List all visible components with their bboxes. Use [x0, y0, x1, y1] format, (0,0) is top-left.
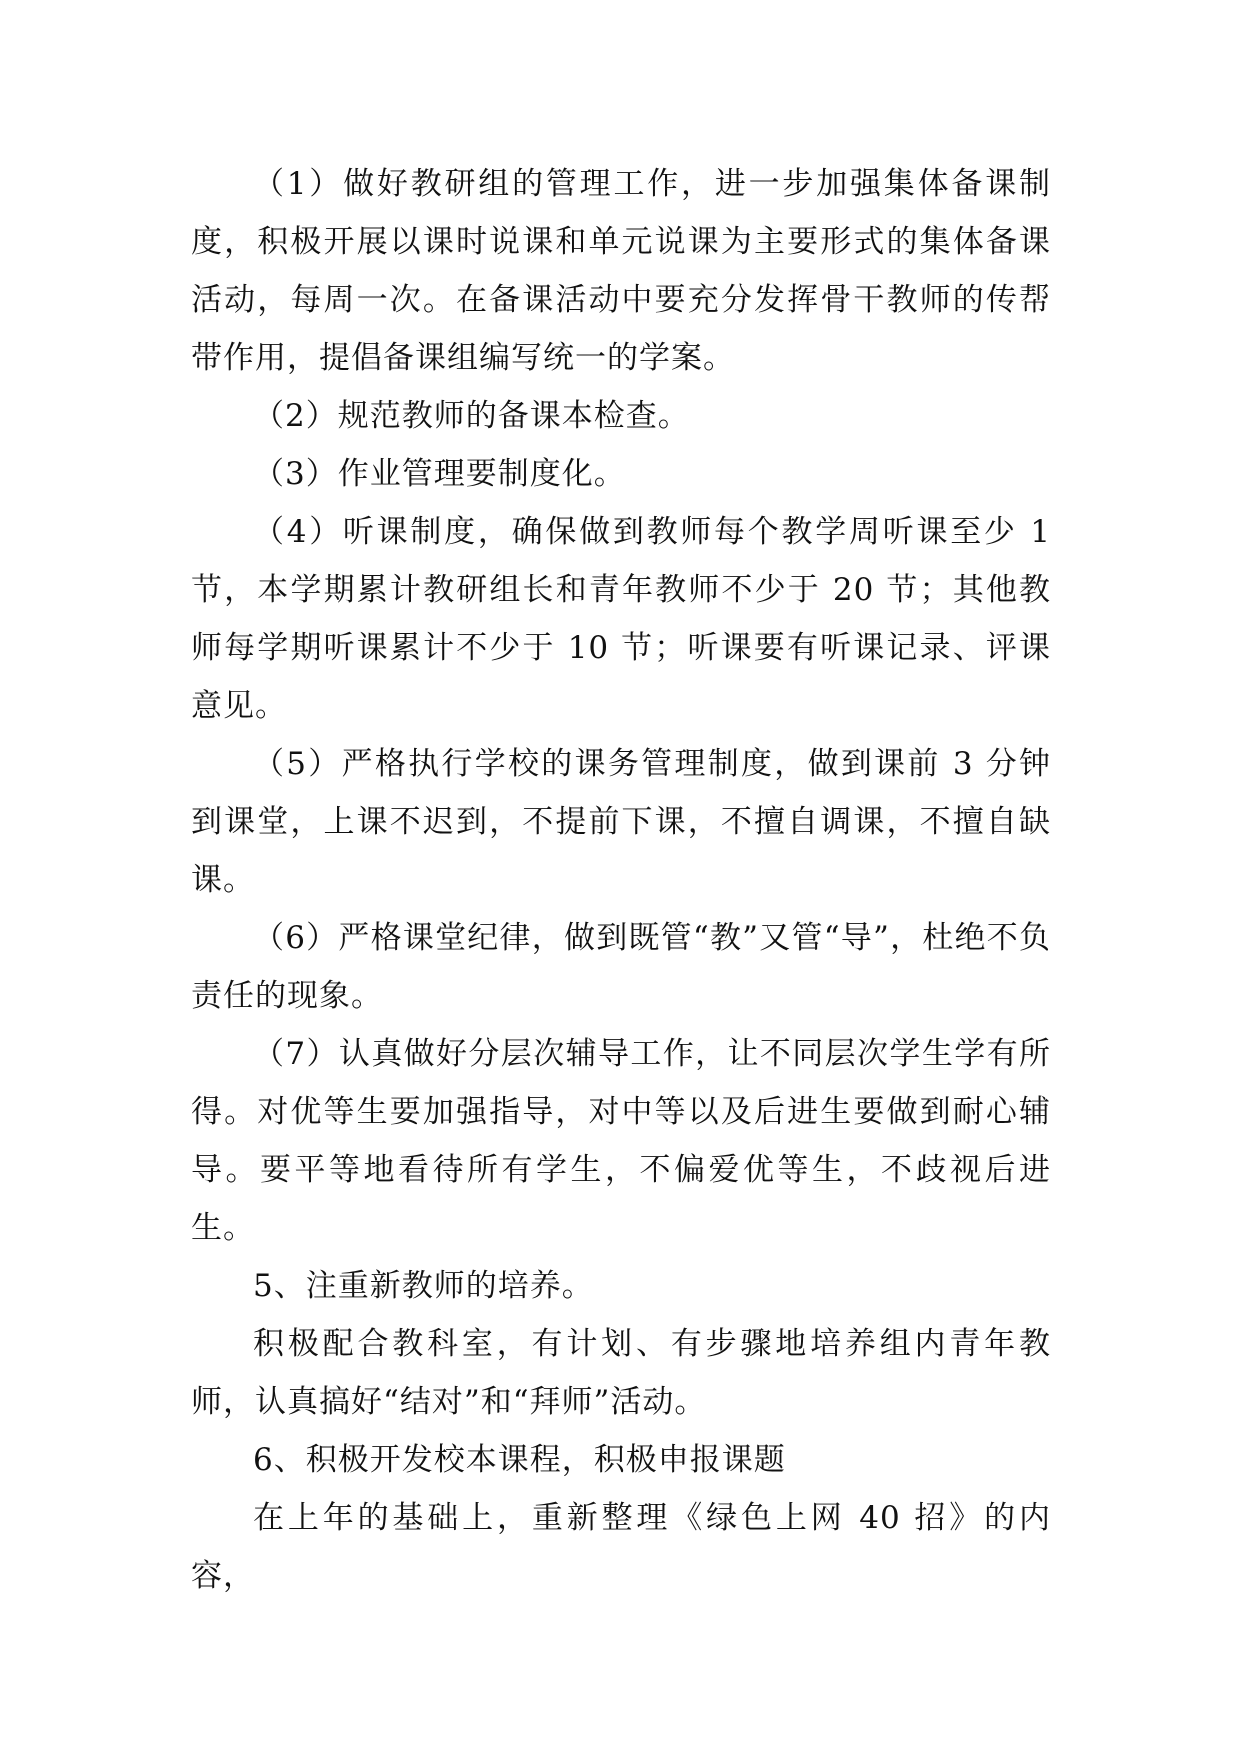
document-body — [191, 155, 1051, 1605]
section-heading-6: 6、积极开发校本课程，积极申报课题 — [253, 1442, 786, 1478]
paragraph-item-3: （3）作业管理要制度化。 — [253, 456, 626, 492]
paragraph-item-1: （1）做好教研组的管理工作，进一步加强集体备课制度，积极开展以课时说课和单元说课为主要形式的集体备课活动，每周一次。在备课活动中要充分发挥骨干教师的传帮带作用，提倡备课组编写统一的学案。 — [191, 166, 1051, 376]
paragraph-item-5: （5）严格执行学校的课务管理制度，做到课前 3 分钟到课堂，上课不迟到，不提前下课，不擅自调课，不擅自缺课。 — [191, 746, 1051, 898]
paragraph-item-9: 在上年的基础上，重新整理《绿色上网 40 招》的内容， — [191, 1500, 1051, 1594]
section-heading-5: 5、注重新教师的培养。 — [253, 1268, 594, 1304]
paragraph-item-4: （4）听课制度，确保做到教师每个教学周听课至少 1 节，本学期累计教研组长和青年教师不少于 20 节；其他教师每学期听课累计不少于 10 节；听课要有听课记录、评课意见。 — [191, 514, 1051, 724]
paragraph-item-2: （2）规范教师的备课本检查。 — [253, 398, 690, 434]
paragraph-item-8: 积极配合教科室，有计划、有步骤地培养组内青年教师，认真搞好“结对”和“拜师”活动。 — [191, 1326, 1051, 1420]
paragraph-item-6: （6）严格课堂纪律，做到既管“教”又管“导”，杜绝不负责任的现象。 — [191, 920, 1051, 1014]
paragraph-item-7: （7）认真做好分层次辅导工作，让不同层次学生学有所得。对优等生要加强指导，对中等以及后进生要做到耐心辅导。要平等地看待所有学生，不偏爱优等生，不歧视后进生。 — [191, 1036, 1051, 1246]
